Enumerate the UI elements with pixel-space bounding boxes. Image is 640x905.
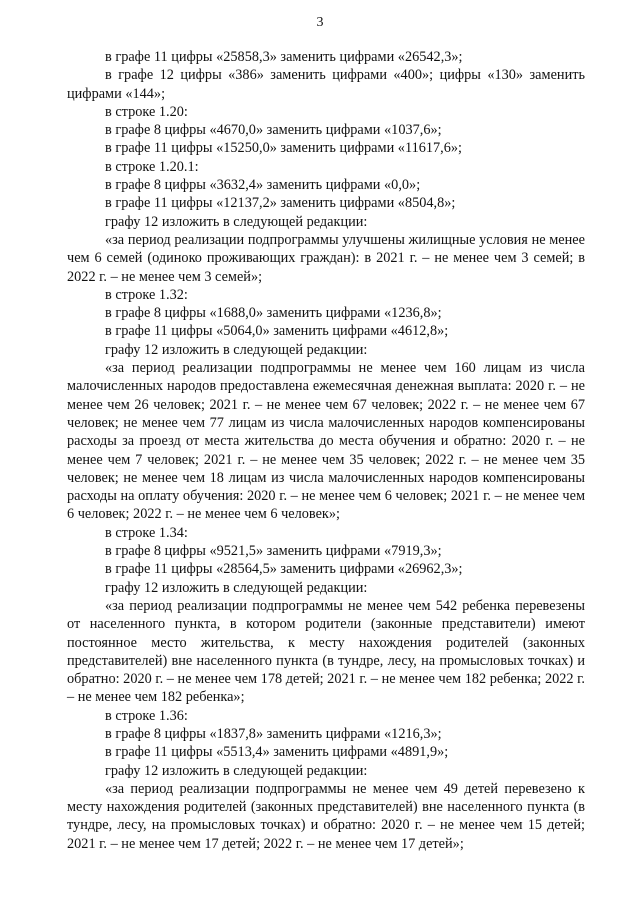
document-body bbox=[67, 48, 585, 853]
paragraph: в графе 11 цифры «5513,4» заменить цифрами «4891,9»; bbox=[105, 744, 449, 761]
paragraph: в графе 11 цифры «25858,3» заменить цифрами «26542,3»; bbox=[105, 49, 463, 65]
paragraph: в графе 8 цифры «9521,5» заменить цифрами «7919,3»; bbox=[105, 543, 442, 560]
paragraph: в графе 11 цифры «15250,0» заменить цифрами «11617,6»; bbox=[105, 140, 463, 157]
paragraph: в графе 11 цифры «28564,5» заменить цифрами «26962,3»; bbox=[105, 561, 463, 578]
paragraph: графу 12 изложить в следующей редакции: bbox=[105, 341, 368, 358]
paragraph: в графе 8 цифры «1688,0» заменить цифрами «1236,8»; bbox=[105, 305, 442, 322]
paragraph: в строке 1.20: bbox=[105, 103, 188, 120]
paragraph: графу 12 изложить в следующей редакции: bbox=[105, 213, 368, 230]
paragraph: в строке 1.20.1: bbox=[105, 158, 199, 175]
paragraph: «за период реализации подпрограммы не менее чем 49 детей перевезено к месту нахождения родителей (законных представителей) вне населенного пункта (в тундре, лесу, на промысловых точках) и обратно: 2020 г. – не менее чем 15 детей; 2021 г. – не менее чем 17 детей; 2022 г. – не менее чем 17 детей»; bbox=[67, 780, 585, 852]
paragraph: в графе 8 цифры «4670,0» заменить цифрами «1037,6»; bbox=[105, 122, 442, 139]
paragraph: в графе 11 цифры «5064,0» заменить цифрами «4612,8»; bbox=[105, 323, 449, 340]
paragraph: графу 12 изложить в следующей редакции: bbox=[105, 579, 368, 596]
paragraph: в строке 1.32: bbox=[105, 286, 188, 303]
paragraph: в графе 11 цифры «12137,2» заменить цифрами «8504,8»; bbox=[105, 195, 456, 212]
paragraph: «за период реализации подпрограммы улучшены жилищные условия не менее чем 6 семей (одиноко проживающих граждан): в 2021 г. – не менее чем 3 семей; в 2022 г. – не менее чем 3 семей»; bbox=[67, 231, 585, 285]
page-number: 3 bbox=[316, 15, 324, 30]
paragraph: «за период реализации подпрограммы не менее чем 542 ребенка перевезены от населенного пункта, в котором родители (законные представители) имеют постоянное место жительства, к месту нахождения родителей (законных представителей) вне населенного пункта (в тундре, лесу, на промысловых точках) и обратно: 2020 г. – не менее чем 178 детей; 2021 г. – не менее чем 182 ребенка; 2022 г. – не менее чем 182 ребенка»; bbox=[67, 597, 585, 706]
paragraph: в строке 1.36: bbox=[105, 707, 188, 724]
paragraph: в графе 8 цифры «1837,8» заменить цифрами «1216,3»; bbox=[105, 725, 442, 742]
paragraph: «за период реализации подпрограммы не менее чем 160 лицам из числа малочисленных народов предоставлена ежемесячная денежная выплата: 2020 г. – не менее чем 26 человек; 2021 г. – не менее чем 67 человек; 2022 г. – не менее чем 67 человек; не менее чем 77 лицам из числа малочисленных народов компенсированы расходы за проезд от места жительства до места обучения и обратно: 2020 г. – не менее чем 7 человек; 2021 г. – не менее чем 35 человек; 2022 г. – не менее чем 35 человек; не менее чем 18 лицам из числа малочисленных народов компенсированы расходы на оплату обучения: 2020 г. – не менее чем 6 человек; 2021 г. – не менее чем 6 человек; 2022 г. – не менее чем 6 человек»; bbox=[67, 360, 585, 523]
paragraph: в строке 1.34: bbox=[105, 524, 188, 541]
paragraph: графу 12 изложить в следующей редакции: bbox=[105, 762, 368, 779]
paragraph: в графе 12 цифры «386» заменить цифрами «400»; цифры «130» заменить цифрами «144»; bbox=[67, 67, 585, 102]
paragraph: в графе 8 цифры «3632,4» заменить цифрами «0,0»; bbox=[105, 177, 421, 194]
